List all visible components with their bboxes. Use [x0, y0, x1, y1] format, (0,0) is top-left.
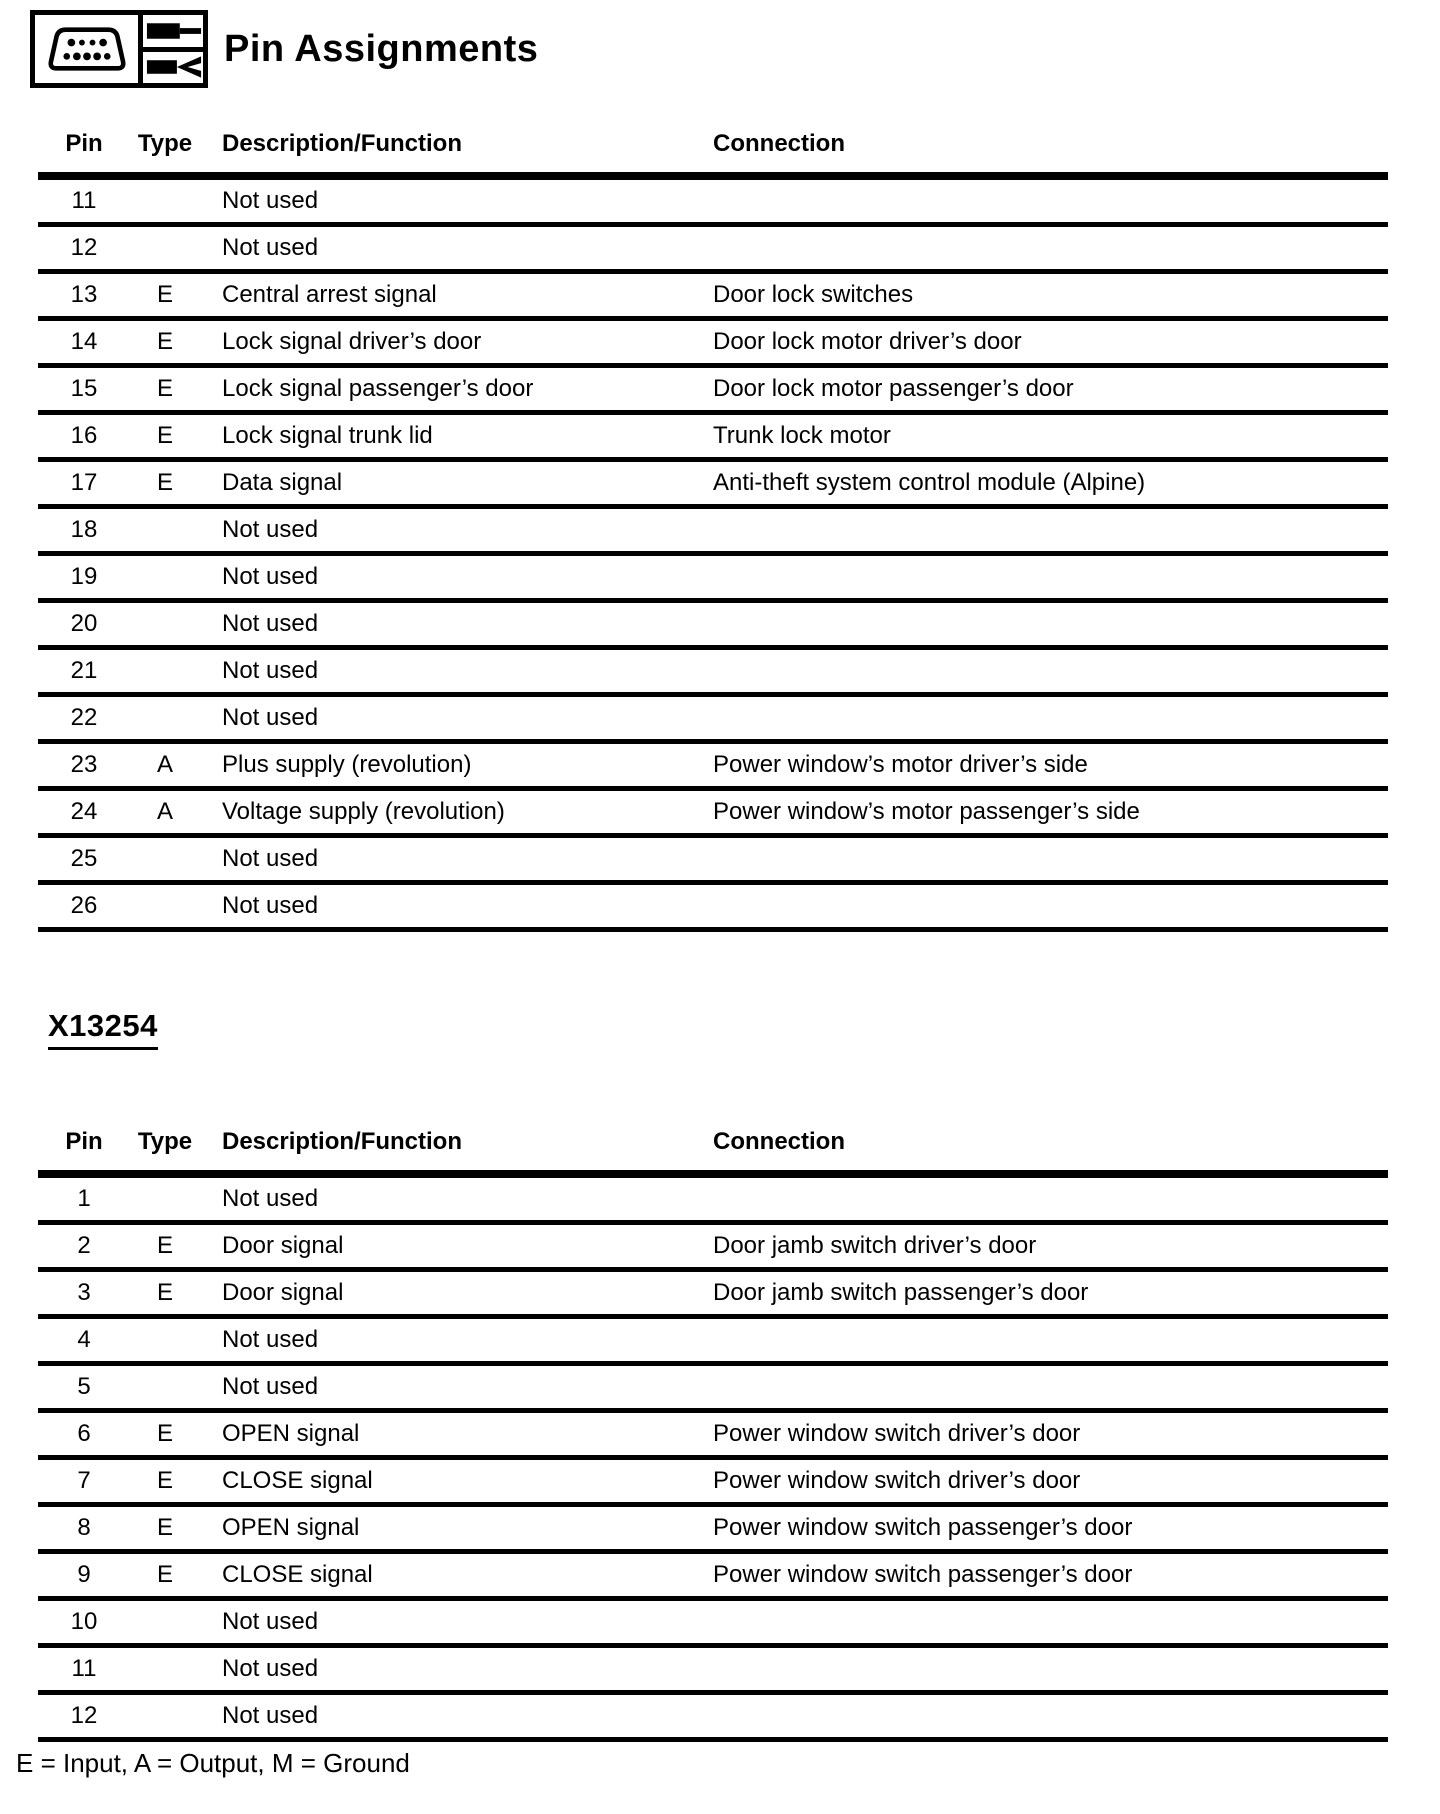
cell-type: E: [130, 1552, 200, 1599]
cell-conn: Door lock motor driver’s door: [705, 319, 1388, 366]
table-row: [38, 1411, 1388, 1458]
table-row: [38, 554, 1388, 601]
cell-desc: Not used: [200, 601, 705, 648]
table-row: [38, 225, 1388, 272]
cell-type: E: [130, 413, 200, 460]
table-row: [38, 413, 1388, 460]
cell-pin: 15: [38, 366, 130, 413]
cell-conn: Power window’s motor passenger’s side: [705, 789, 1388, 836]
cell-pin: 1: [38, 1174, 130, 1223]
cell-desc: Not used: [200, 1317, 705, 1364]
cell-desc: Door signal: [200, 1270, 705, 1317]
table-row: [38, 648, 1388, 695]
cell-conn: [705, 695, 1388, 742]
cell-type: E: [130, 319, 200, 366]
cell-pin: 12: [38, 225, 130, 272]
cell-conn: [705, 176, 1388, 225]
page-header: [30, 10, 538, 88]
table-row: [38, 1317, 1388, 1364]
table-row: [38, 1458, 1388, 1505]
cell-type: E: [130, 1411, 200, 1458]
pin-table-1-wrap: [38, 122, 1388, 932]
cell-conn: Anti-theft system control module (Alpine): [705, 460, 1388, 507]
cell-conn: Door lock motor passenger’s door: [705, 366, 1388, 413]
cell-desc: Lock signal passenger’s door: [200, 366, 705, 413]
cell-pin: 12: [38, 1693, 130, 1740]
cell-pin: 22: [38, 695, 130, 742]
table-row: [38, 1646, 1388, 1693]
table-header-row: [38, 122, 1388, 176]
cell-conn: Door lock switches: [705, 272, 1388, 319]
dsub-icon-cell: [35, 15, 143, 83]
cell-desc: OPEN signal: [200, 1505, 705, 1552]
page-title: Pin Assignments: [224, 27, 539, 70]
cell-pin: 2: [38, 1223, 130, 1270]
cell-type: [130, 507, 200, 554]
cell-type: A: [130, 742, 200, 789]
cell-pin: 25: [38, 836, 130, 883]
column-header-type: Type: [130, 1120, 200, 1174]
cell-desc: Not used: [200, 695, 705, 742]
cell-type: [130, 1317, 200, 1364]
pin-table-1: [38, 122, 1388, 932]
cell-type: E: [130, 1270, 200, 1317]
type-legend: E = Input, A = Output, M = Ground: [16, 1748, 410, 1778]
cell-desc: Not used: [200, 1364, 705, 1411]
cell-type: E: [130, 272, 200, 319]
cell-type: E: [130, 1505, 200, 1552]
cell-desc: Not used: [200, 883, 705, 930]
cell-conn: [705, 554, 1388, 601]
cell-type: [130, 695, 200, 742]
cell-type: [130, 1646, 200, 1693]
cell-pin: 8: [38, 1505, 130, 1552]
cell-conn: Door jamb switch driver’s door: [705, 1223, 1388, 1270]
table-row: [38, 695, 1388, 742]
cell-pin: 5: [38, 1364, 130, 1411]
cell-pin: 14: [38, 319, 130, 366]
cell-desc: Not used: [200, 176, 705, 225]
cell-desc: Not used: [200, 1174, 705, 1223]
cell-type: E: [130, 1458, 200, 1505]
male-connector-icon: [145, 18, 203, 44]
cell-pin: 10: [38, 1599, 130, 1646]
cell-pin: 9: [38, 1552, 130, 1599]
cell-type: [130, 1599, 200, 1646]
female-connector-icon: [145, 54, 203, 80]
cell-pin: 13: [38, 272, 130, 319]
cell-pin: 23: [38, 742, 130, 789]
table-row: [38, 601, 1388, 648]
dsub-connector-icon: [41, 19, 133, 79]
column-header-pin: Pin: [38, 122, 130, 176]
cell-conn: [705, 1364, 1388, 1411]
cell-type: [130, 648, 200, 695]
table-header-row: [38, 1120, 1388, 1174]
table-row: [38, 883, 1388, 930]
cell-desc: Not used: [200, 648, 705, 695]
cell-conn: Power window’s motor driver’s side: [705, 742, 1388, 789]
cell-pin: 16: [38, 413, 130, 460]
cell-conn: Door jamb switch passenger’s door: [705, 1270, 1388, 1317]
cell-conn: Trunk lock motor: [705, 413, 1388, 460]
table-row: [38, 319, 1388, 366]
cell-pin: 19: [38, 554, 130, 601]
plug-icons-column: [143, 15, 203, 83]
cell-conn: Power window switch passenger’s door: [705, 1505, 1388, 1552]
cell-pin: 18: [38, 507, 130, 554]
connector-icons-box: [30, 10, 208, 88]
cell-type: A: [130, 789, 200, 836]
table-row: [38, 1270, 1388, 1317]
column-header-type: Type: [130, 122, 200, 176]
cell-desc: Door signal: [200, 1223, 705, 1270]
cell-pin: 11: [38, 1646, 130, 1693]
cell-desc: Data signal: [200, 460, 705, 507]
cell-pin: 17: [38, 460, 130, 507]
cell-conn: [705, 1317, 1388, 1364]
cell-conn: [705, 883, 1388, 930]
cell-desc: CLOSE signal: [200, 1458, 705, 1505]
table-row: [38, 1693, 1388, 1740]
pin-table-2: [38, 1120, 1388, 1742]
table-row: [38, 176, 1388, 225]
cell-pin: 6: [38, 1411, 130, 1458]
cell-desc: Central arrest signal: [200, 272, 705, 319]
cell-desc: Not used: [200, 1599, 705, 1646]
cell-type: [130, 601, 200, 648]
cell-type: [130, 554, 200, 601]
cell-desc: Not used: [200, 554, 705, 601]
cell-pin: 4: [38, 1317, 130, 1364]
table-row: [38, 1599, 1388, 1646]
column-header-connection: Connection: [705, 122, 1388, 176]
cell-type: [130, 1174, 200, 1223]
table-row: [38, 1174, 1388, 1223]
cell-conn: Power window switch passenger’s door: [705, 1552, 1388, 1599]
cell-pin: 11: [38, 176, 130, 225]
cell-desc: CLOSE signal: [200, 1552, 705, 1599]
table-row: [38, 366, 1388, 413]
section-heading-x13254: X13254: [48, 1008, 158, 1050]
cell-pin: 7: [38, 1458, 130, 1505]
table-row: [38, 272, 1388, 319]
female-icon-cell: [143, 52, 203, 84]
cell-conn: Power window switch driver’s door: [705, 1458, 1388, 1505]
cell-conn: [705, 507, 1388, 554]
cell-desc: Not used: [200, 225, 705, 272]
cell-conn: [705, 836, 1388, 883]
cell-type: [130, 1693, 200, 1740]
table-row: [38, 1505, 1388, 1552]
cell-conn: [705, 601, 1388, 648]
cell-pin: 24: [38, 789, 130, 836]
cell-conn: [705, 1693, 1388, 1740]
cell-pin: 26: [38, 883, 130, 930]
table-row: [38, 1223, 1388, 1270]
table-row: [38, 836, 1388, 883]
cell-desc: Lock signal driver’s door: [200, 319, 705, 366]
cell-desc: Not used: [200, 836, 705, 883]
cell-pin: 3: [38, 1270, 130, 1317]
cell-desc: Lock signal trunk lid: [200, 413, 705, 460]
cell-desc: Plus supply (revolution): [200, 742, 705, 789]
pin-table-2-wrap: [38, 1120, 1388, 1742]
cell-type: [130, 883, 200, 930]
cell-desc: Voltage supply (revolution): [200, 789, 705, 836]
column-header-pin: Pin: [38, 1120, 130, 1174]
cell-pin: 20: [38, 601, 130, 648]
table-row: [38, 1552, 1388, 1599]
cell-conn: [705, 1174, 1388, 1223]
column-header-connection: Connection: [705, 1120, 1388, 1174]
cell-conn: Power window switch driver’s door: [705, 1411, 1388, 1458]
cell-conn: [705, 648, 1388, 695]
cell-desc: Not used: [200, 1646, 705, 1693]
column-header-description: Description/Function: [200, 1120, 705, 1174]
column-header-description: Description/Function: [200, 122, 705, 176]
cell-conn: [705, 225, 1388, 272]
table-row: [38, 742, 1388, 789]
cell-type: [130, 176, 200, 225]
cell-conn: [705, 1646, 1388, 1693]
cell-type: E: [130, 1223, 200, 1270]
cell-desc: Not used: [200, 507, 705, 554]
cell-desc: OPEN signal: [200, 1411, 705, 1458]
cell-pin: 21: [38, 648, 130, 695]
table-row: [38, 460, 1388, 507]
cell-type: [130, 1364, 200, 1411]
cell-type: [130, 836, 200, 883]
male-icon-cell: [143, 15, 203, 52]
table-row: [38, 507, 1388, 554]
cell-desc: Not used: [200, 1693, 705, 1740]
cell-type: [130, 225, 200, 272]
table-row: [38, 789, 1388, 836]
cell-conn: [705, 1599, 1388, 1646]
cell-type: E: [130, 366, 200, 413]
cell-type: E: [130, 460, 200, 507]
table-row: [38, 1364, 1388, 1411]
